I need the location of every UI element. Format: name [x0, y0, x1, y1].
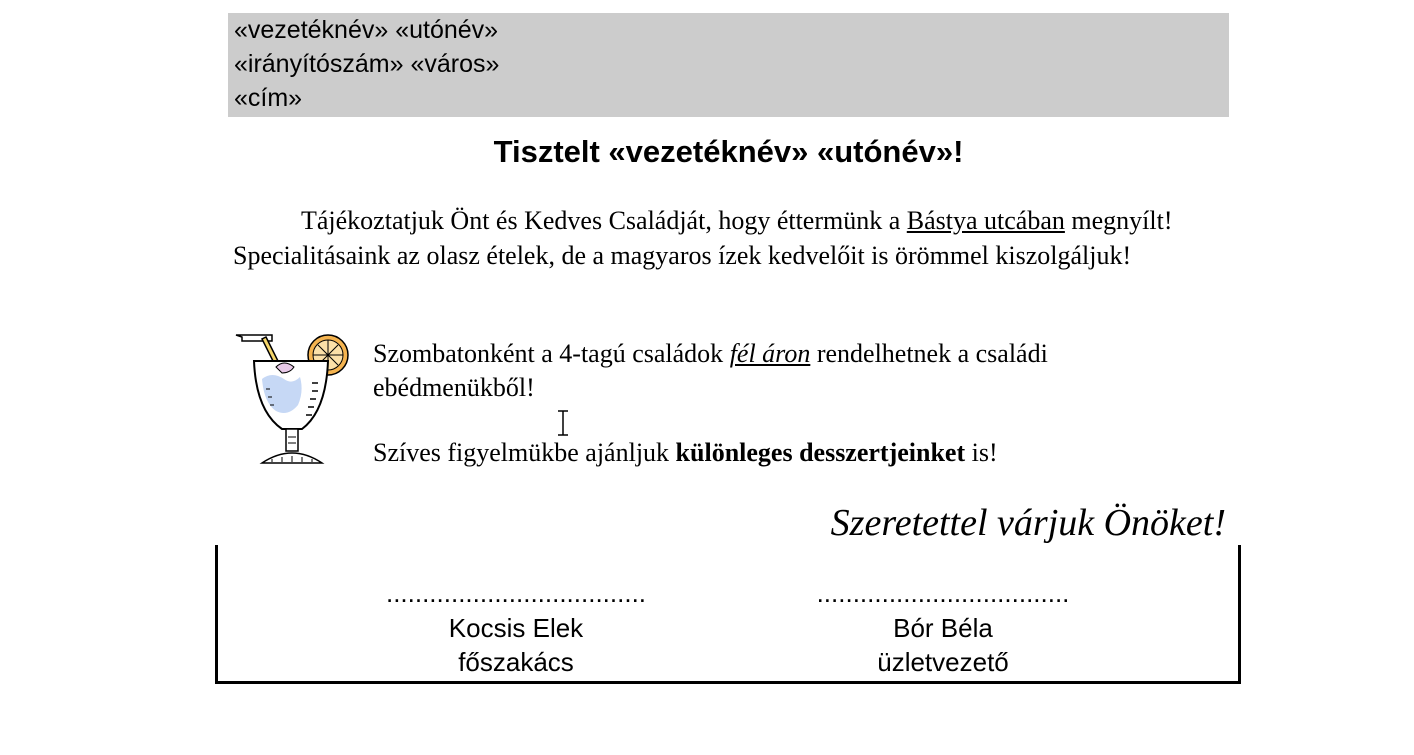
signature-line: ....................................	[385, 583, 647, 608]
dessert-paragraph	[373, 436, 1193, 470]
special-text-end: rendelhetnek a családi ebédmenükből!	[373, 339, 1048, 402]
signer-role: főszakács	[458, 647, 574, 677]
dessert-text-end: is!	[965, 438, 998, 467]
special-text-start: Szombatonként a 4-tagú családok	[373, 339, 730, 368]
intro-paragraph	[233, 203, 1193, 273]
signature-line: ...................................	[816, 583, 1070, 608]
special-offer-paragraph	[373, 337, 1193, 405]
cocktail-glass-icon	[232, 333, 352, 465]
half-price-emphasis: fél áron	[729, 339, 811, 368]
greeting-heading: Tisztelt «vezetéknév» «utónév»!	[493, 134, 964, 169]
street-name-underlined: Bástya utcában	[906, 206, 1065, 235]
intro-text-end: megnyílt! Specialitásaink az olasz ételek, de a magyaros ízek kedvelőit is örömmel kiszolgáljuk!	[233, 206, 1173, 270]
closing-line: Szeretettel várjuk Önöket!	[830, 502, 1226, 544]
signature-box	[215, 545, 1241, 684]
dessert-bold-text: különleges desszertjeinket	[675, 438, 966, 467]
dessert-text-start: Szíves figyelmükbe ajánljuk	[373, 438, 676, 467]
signer-name: Bór Béla	[893, 613, 993, 643]
text-cursor-icon	[556, 410, 570, 436]
signer-name: Kocsis Elek	[448, 613, 584, 643]
address-street-line: «cím»	[234, 84, 303, 112]
intro-text-start: Tájékoztatjuk Önt és Kedves Családját, hogy éttermünk a	[301, 206, 907, 235]
signature-manager	[798, 583, 1088, 679]
signer-role: üzletvezető	[877, 647, 1009, 677]
signature-chef	[371, 583, 661, 679]
address-name-line: «vezetéknév» «utónév»	[234, 16, 499, 44]
address-city-line: «irányítószám» «város»	[234, 50, 500, 78]
address-block	[228, 13, 1229, 117]
